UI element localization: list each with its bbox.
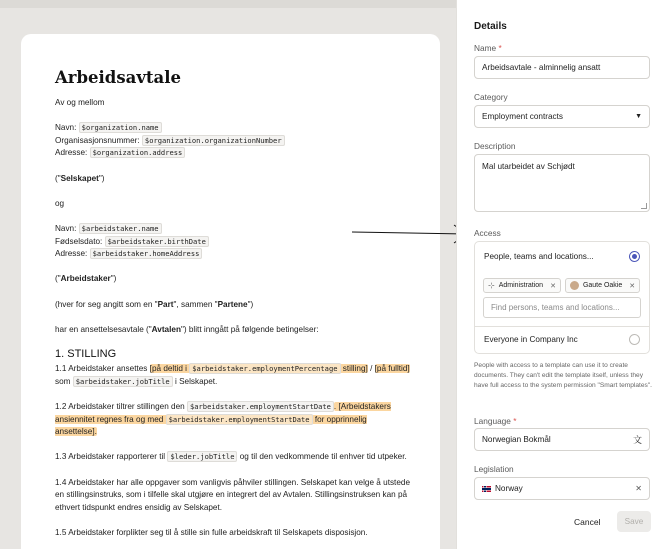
variable-chip: $arbeidstaker.employmentStartDate xyxy=(187,401,334,412)
doc-emp-birth: Fødselsdato: $arbeidstaker.birthDate xyxy=(55,236,410,249)
doc-org-address: Adresse: $organization.address xyxy=(55,147,410,160)
variable-chip: $organization.name xyxy=(79,122,162,133)
resize-handle-icon[interactable] xyxy=(641,203,647,209)
variable-chip: $arbeidstaker.jobTitle xyxy=(73,376,173,387)
category-label: Category xyxy=(474,92,508,102)
variable-chip: $organization.address xyxy=(90,147,186,158)
access-label: Access xyxy=(474,228,501,238)
variable-chip: $arbeidstaker.name xyxy=(79,223,162,234)
chip-person: Gaute Oakie ✕ xyxy=(565,278,640,293)
language-select[interactable]: Norwegian Bokmål 文 xyxy=(474,428,650,451)
close-icon[interactable]: ✕ xyxy=(550,282,556,290)
panel-title: Details xyxy=(474,21,507,32)
caret-down-icon: ▼ xyxy=(635,113,642,120)
conditional-highlight: [på fulltid] xyxy=(374,364,410,374)
doc-para-1-2: 1.2 Arbeidstaker tiltrer stillingen den $arbeidstaker.employmentStartDate . [Arbeidstakers ansiennitet regnes fra og med $arbeidstaker.employmentStartDate for opprinnelig ansettelse]. xyxy=(55,402,391,437)
variable-chip: $arbeidstaker.employmentStartDate xyxy=(166,414,313,425)
doc-org-number: Organisasjonsnummer: $organization.organizationNumber xyxy=(55,135,410,148)
doc-emp-term: ("Arbeidstaker") xyxy=(55,274,117,284)
doc-para-1-4: 1.4 Arbeidstaker har alle oppgaver som vanligvis påhviler stillingen. Selskapet kan velge å utstede en stillingsinstruks, som i tilfelle skal utgjøre en integrert del av Avtalen. Stillingsinstruksen kan på ethvert tidspunkt endres ensidig av Selskapet. xyxy=(55,477,410,512)
top-bar xyxy=(0,0,456,8)
avatar xyxy=(570,281,579,290)
variable-chip: $arbeidstaker.birthDate xyxy=(105,236,209,247)
access-chips xyxy=(483,278,640,293)
doc-emp-address: Adresse: $arbeidstaker.homeAddress xyxy=(55,248,410,261)
doc-parties: (hver for seg angitt som en "Part", sammen "Partene") xyxy=(55,299,254,309)
chip-administration: ⊹ Administration ✕ xyxy=(483,278,561,293)
variable-chip: $arbeidstaker.homeAddress xyxy=(90,248,203,259)
group-icon: ⊹ xyxy=(488,281,495,290)
find-access-input[interactable]: Find persons, teams and locations... xyxy=(483,297,641,318)
doc-emp-name: Navn: $arbeidstaker.name xyxy=(55,223,410,236)
doc-og: og xyxy=(55,198,65,208)
variable-chip: $leder.jobTitle xyxy=(167,451,237,462)
language-label: Language * xyxy=(474,416,517,426)
legislation-label: Legislation xyxy=(474,464,514,474)
variable-chip: $organization.organizationNumber xyxy=(142,135,285,146)
access-options xyxy=(474,241,650,354)
conditional-highlight: [på deltid i $arbeidstaker.employmentPercentage stilling] xyxy=(149,364,368,374)
radio-selected[interactable] xyxy=(629,251,640,262)
description-label: Description xyxy=(474,141,516,151)
annotation-arrow-icon xyxy=(350,222,472,244)
legislation-select[interactable]: Norway ✕ xyxy=(474,477,650,500)
doc-para-1-3: 1.3 Arbeidstaker rapporterer til $leder.jobTitle og til den vedkommende til enhver tid utpeker. xyxy=(55,452,407,462)
variable-chip: $arbeidstaker.employmentPercentage xyxy=(189,363,340,374)
access-option-everyone[interactable]: Everyone in Company Inc xyxy=(484,334,640,345)
doc-org-name: Navn: $organization.name xyxy=(55,122,410,135)
name-label: Name * xyxy=(474,43,502,53)
close-icon[interactable]: ✕ xyxy=(629,282,636,290)
section-heading: 1. STILLING xyxy=(55,348,117,361)
doc-company-term: ("Selskapet") xyxy=(55,173,105,183)
doc-agreement: har en ansettelsesavtale ("Avtalen") blitt inngått på følgende betingelser: xyxy=(55,324,319,334)
doc-para-1-5: 1.5 Arbeidstaker forplikter seg til å stille sin fulle arbeidskraft til Selskapets disposisjon. xyxy=(55,528,368,537)
radio-unselected[interactable] xyxy=(629,334,640,345)
required-mark: * xyxy=(498,43,502,53)
save-button[interactable]: Save xyxy=(617,511,651,532)
name-input[interactable]: Arbeidsavtale - alminnelig ansatt xyxy=(474,56,650,79)
document-preview xyxy=(21,34,440,549)
access-option-people[interactable]: People, teams and locations... xyxy=(484,251,640,262)
conditional-highlight: . [Arbeidstakers ansiennitet regnes fra og med $arbeidstaker.employmentStartDate for opprinnelig ansettelse]. xyxy=(55,402,391,437)
document-title: Arbeidsavtale xyxy=(55,68,181,87)
details-panel xyxy=(456,0,670,549)
translate-icon: 文 xyxy=(632,435,642,445)
description-textarea[interactable]: Mal utarbeidet av Schjødt xyxy=(474,154,650,212)
access-helper-text: People with access to a template can use it to create documents. They can't edit the template itself, unless they have full access to the system permission "Smart templates". xyxy=(474,362,653,389)
cancel-button[interactable]: Cancel xyxy=(574,517,601,527)
divider xyxy=(475,326,649,327)
norway-flag-icon xyxy=(482,486,491,492)
category-select[interactable]: Employment contracts ▼ xyxy=(474,105,650,128)
close-icon[interactable]: ✕ xyxy=(635,484,642,493)
doc-para-1-1: 1.1 Arbeidstaker ansettes [på deltid i $arbeidstaker.employmentPercentage stilling] / [på fulltid] som $arbeidstaker.jobTitle i Selskapet. xyxy=(55,364,410,386)
doc-intro: Av og mellom xyxy=(55,98,105,107)
